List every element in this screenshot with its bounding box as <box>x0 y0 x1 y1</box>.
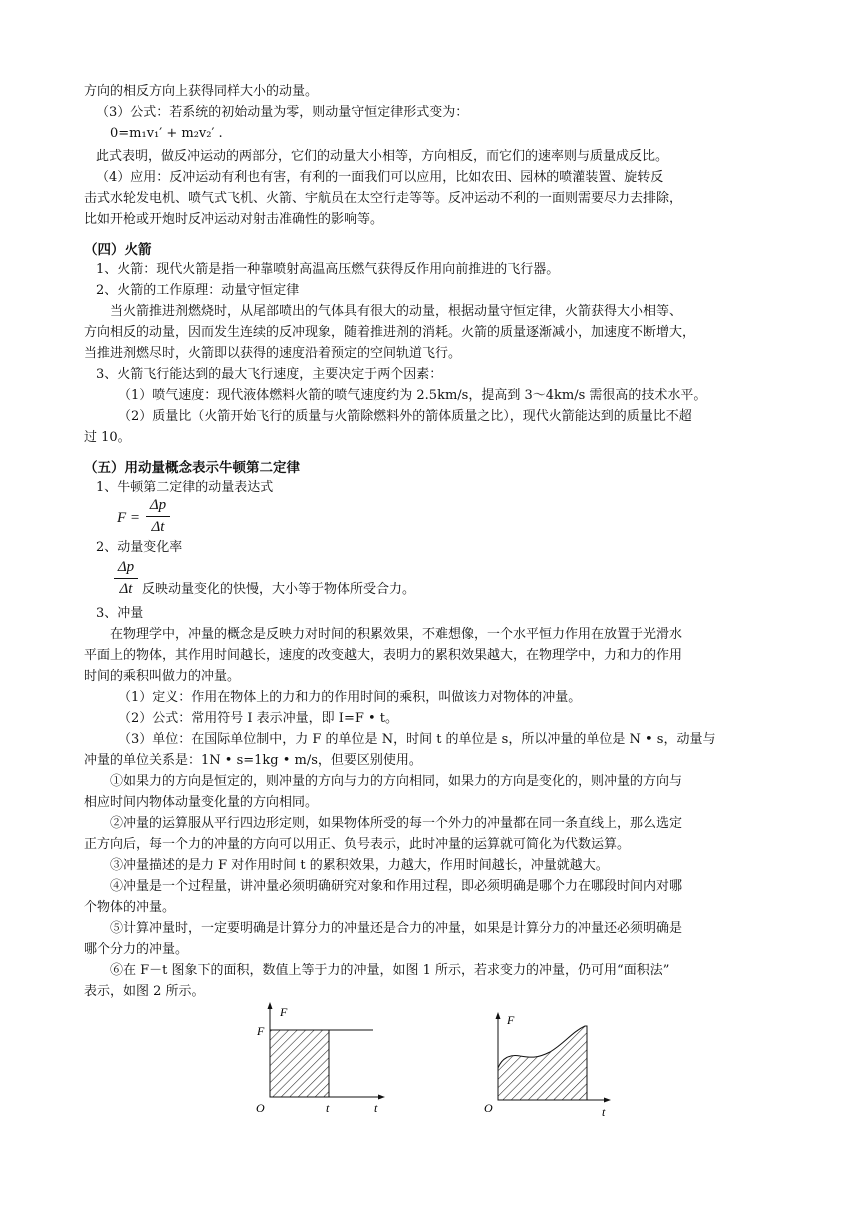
x-axis-label: t <box>602 1105 606 1119</box>
text-line: （2）质量比（火箭开始飞行的质量与火箭除燃料外的箭体质量之比），现代火箭能达到的质量比不超 <box>118 409 692 424</box>
text-line: （1）定义：作用在物体上的力和力的作用时间的乘积，叫做该力对物体的冲量。 <box>118 690 582 705</box>
fraction-numerator: Δp <box>117 559 135 575</box>
text-line: （3）公式：若系统的初始动量为零，则动量守恒定律形式变为： <box>96 105 469 120</box>
x-arrow-icon <box>378 1095 385 1100</box>
text-line: 当推进剂燃尽时，火箭即以获得的速度沿着预定的空间轨道飞行。 <box>84 346 462 361</box>
x-axis-label: t <box>374 1101 378 1115</box>
text-line: 2、火箭的工作原理：动量守恒定律 <box>96 283 300 298</box>
fraction-denominator: Δt <box>151 519 165 535</box>
text-line: 相应时间内物体动量变化量的方向相同。 <box>84 795 319 810</box>
text-line: 正方向后，每一个力的冲量的方向可以用正、负号表示，此时冲量的运算就可简化为代数运算。 <box>84 837 631 852</box>
text-line: ④冲量是一个过程量，讲冲量必须明确研究对象和作用过程，即必须明确是哪个力在哪段时间内对哪 <box>110 879 683 894</box>
text-line: 表示，如图 2 所示。 <box>84 984 205 999</box>
text-line: ①如果力的方向是恒定的，则冲量的方向与力的方向相同，如果力的方向是变化的，则冲量的方向与 <box>110 774 683 789</box>
section-heading-rocket: （四）火箭 <box>84 242 152 258</box>
fraction-bar <box>146 516 170 517</box>
text-line: 2、动量变化率 <box>96 540 183 555</box>
text-line: 反映动量变化的快慢，大小等于物体所受合力。 <box>142 582 416 597</box>
impulse-area <box>498 1026 587 1100</box>
impulse-area <box>270 1030 329 1097</box>
fraction-bar <box>114 578 138 579</box>
text-line: （3）单位：在国际单位制中，力 F 的单位是 N，时间 t 的单位是 s，所以冲量的单位是 N • s，动量与 <box>118 732 716 747</box>
formula-momentum-conservation: 0=m₁v₁′ + m₂v₂′ . <box>110 126 223 141</box>
text-line: （4）应用：反冲运动有利也有害，有利的一面我们可以应用，比如农田、园林的喷灌装置、旋转反 <box>96 170 664 185</box>
text-line: 在物理学中，冲量的概念是反映力对时间的积累效果，不难想像，一个水平恒力作用在放置于光滑水 <box>110 627 683 642</box>
text-line: 哪个分力的冲量。 <box>84 942 189 957</box>
text-line: 3、火箭飞行能达到的最大飞行速度，主要决定于两个因素： <box>96 367 443 382</box>
y-arrow-icon <box>268 1002 273 1009</box>
y-axis-label: F <box>280 1005 288 1019</box>
text-line: （2）公式：常用符号 I 表示冲量，即 I=F • t。 <box>118 711 399 726</box>
y-arrow-icon <box>496 1012 501 1019</box>
section-heading-newton: （五）用动量概念表示牛顿第二定律 <box>84 460 300 476</box>
text-line: 方向的相反方向上获得同样大小的动量。 <box>84 84 319 99</box>
text-line: ⑤计算冲量时，一定要明确是计算分力的冲量还是合力的冲量，如果是计算分力的冲量还必须明确是 <box>110 921 683 936</box>
text-line: 当火箭推进剂燃烧时，从尾部喷出的气体具有很大的动量，根据动量守恒定律，火箭获得大小相等、 <box>110 304 683 319</box>
text-line: 方向相反的动量，因而发生连续的反冲现象，随着推进剂的消耗。火箭的质量逐渐减小，加速度不断增大， <box>84 325 696 340</box>
text-line: 1、火箭：现代火箭是指一种靠喷射高温高压燃气获得反作用向前推进的飞行器。 <box>96 262 560 277</box>
figure-2-variable-force-graph <box>480 1012 620 1122</box>
text-line: 时间的乘积叫做力的冲量。 <box>84 669 241 684</box>
text-line: 比如开枪或开炮时反冲运动对射击准确性的影响等。 <box>84 212 384 227</box>
text-line: ⑥在 F－t 图象下的面积，数值上等于力的冲量，如图 1 所示，若求变力的冲量，仍可用“面积法” <box>110 963 670 978</box>
x-arrow-icon <box>604 1098 611 1103</box>
formula-fraction <box>146 496 170 537</box>
fraction-denominator: Δt <box>119 581 133 597</box>
text-line: 1、牛顿第二定律的动量表达式 <box>96 480 274 495</box>
text-line: ③冲量描述的是力 F 对作用时间 t 的累积效果，力越大，作用时间越长，冲量就越大。 <box>110 858 609 873</box>
rate-fraction <box>114 558 138 599</box>
text-line: 个物体的冲量。 <box>84 900 176 915</box>
text-line: ②冲量的运算服从平行四边形定则，如果物体所受的每一个外力的冲量都在同一条直线上，那么选定 <box>110 816 683 831</box>
figure-1-constant-force-graph <box>240 1002 390 1122</box>
force-value-label: F <box>257 1024 265 1038</box>
text-line: 此式表明，做反冲运动的两部分，它们的动量大小相等，方向相反，而它们的速率则与质量成反比。 <box>96 149 669 164</box>
text-line: 击式水轮发电机、喷气式飞机、火箭、宇航员在太空行走等等。反冲运动不利的一面则需要尽力去排除， <box>84 191 683 206</box>
fraction-numerator: Δp <box>149 497 167 513</box>
y-axis-label: F <box>507 1013 515 1027</box>
text-line: 3、冲量 <box>96 606 144 621</box>
text-line: 冲量的单位关系是：1N • s=1kg • m/s，但要区别使用。 <box>84 753 422 768</box>
time-value-label: t <box>326 1101 330 1115</box>
origin-label: O <box>484 1101 493 1115</box>
text-line: 过 10。 <box>84 430 131 445</box>
formula-lhs: F = <box>117 510 141 526</box>
text-line: （1）喷气速度：现代液体燃料火箭的喷气速度约为 2.5km/s，提高到 3～4km/s 需很高的技术水平。 <box>118 388 707 403</box>
text-line: 平面上的物体，其作用时间越长，速度的改变越大，表明力的累积效果越大，在物理学中，力和力的作用 <box>84 648 683 663</box>
origin-label: O <box>256 1101 265 1115</box>
